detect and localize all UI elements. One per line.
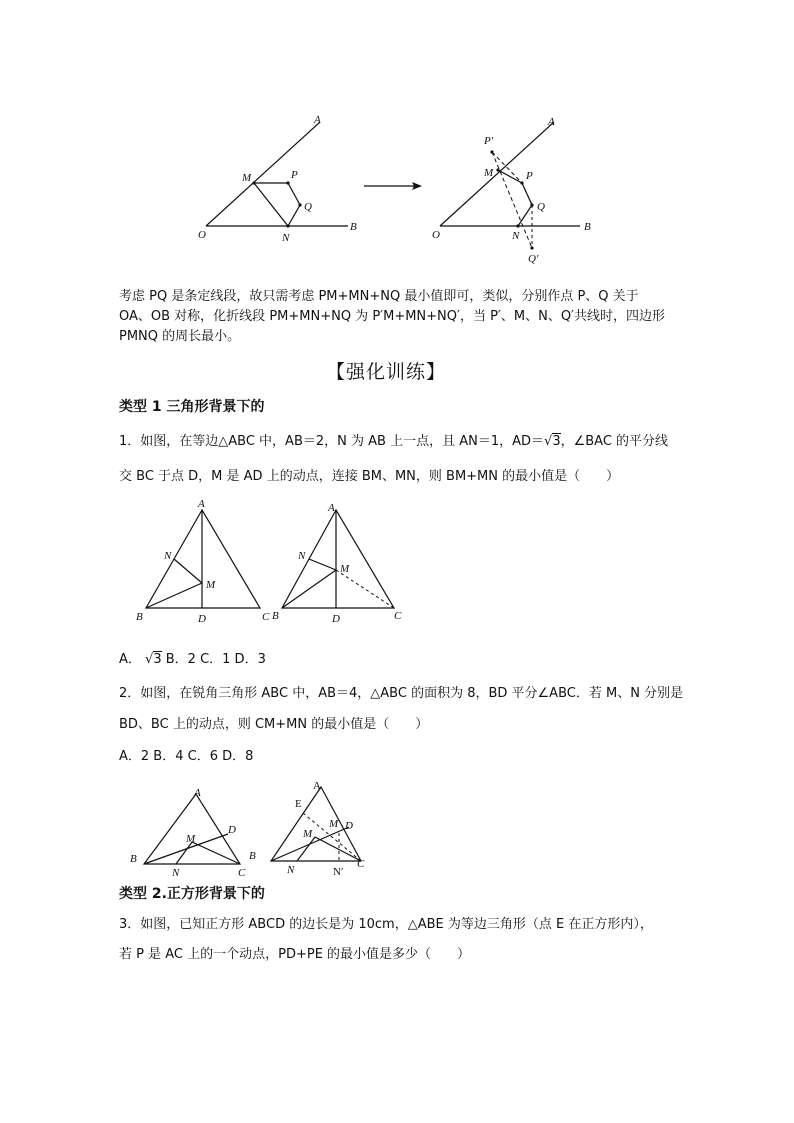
svg-text:M: M — [329, 818, 339, 830]
svg-text:A: A — [548, 116, 555, 128]
svg-text:O: O — [198, 229, 206, 241]
svg-text:P′: P′ — [484, 135, 494, 147]
q1-figure-left — [134, 496, 274, 624]
q2-line-1: 2．如图，在锐角三角形 ABC 中，AB＝4，△ABC 的面积为 8，BD 平分∠ABC．若 M、N 分别是 — [119, 686, 684, 701]
svg-text:B: B — [272, 610, 279, 622]
intro-line-1: 考虑 PQ 是条定线段，故只需考虑 PM+MN+NQ 最小值即可，类似，分别作点 P、Q 关于 — [119, 289, 639, 304]
q3-line-1: 3．如图，已知正方形 ABCD 的边长是为 10cm，△ABE 为等边三角形（点 E 在正方形内）， — [119, 917, 653, 932]
svg-text:N: N — [298, 550, 306, 562]
svg-text:M: M — [340, 563, 350, 575]
top-figure-right — [424, 110, 604, 270]
svg-text:Q′: Q′ — [528, 253, 539, 265]
svg-text:N′: N′ — [333, 866, 344, 877]
sqrt-symbol: √3 — [544, 434, 561, 449]
svg-text:P: P — [526, 170, 533, 182]
q1-figure-right — [268, 498, 408, 626]
svg-text:Q: Q — [537, 201, 545, 213]
q1-line-2: 交 BC 于点 D，M 是 AD 上的动点，连接 BM、MN，则 BM+MN 的最小值是（ ） — [119, 469, 620, 484]
svg-text:E: E — [295, 798, 302, 810]
svg-text:D: D — [228, 824, 236, 836]
svg-text:D: D — [345, 820, 353, 832]
intro-line-3: PMNQ 的周长最小。 — [119, 329, 241, 344]
svg-text:O: O — [432, 229, 440, 241]
q2-options: A．2 B．4 C．6 D．8 — [119, 749, 254, 764]
svg-text:A: A — [194, 787, 201, 799]
q1-options-radicand: 3 — [153, 652, 162, 667]
svg-text:N: N — [512, 230, 520, 242]
q1-sqrt-radicand: 3 — [552, 434, 561, 449]
q1-options-rest: B．2 C．1 D．3 — [161, 652, 266, 667]
svg-text:P: P — [291, 169, 298, 181]
svg-text:M: M — [484, 167, 494, 179]
svg-text:B: B — [350, 221, 357, 233]
q3-line-2: 若 P 是 AC 上的一个动点，PD+PE 的最小值是多少（ ） — [119, 947, 471, 962]
svg-text:M: M — [303, 828, 313, 840]
svg-text:N: N — [172, 867, 180, 878]
svg-text:B: B — [249, 850, 256, 862]
q1-text-a: 1．如图，在等边△ABC 中，AB＝2，N 为 AB 上一点，且 AN＝1，AD＝ — [119, 434, 545, 449]
svg-text:A: A — [328, 502, 335, 514]
svg-text:M: M — [186, 833, 196, 845]
svg-text:B: B — [130, 853, 137, 865]
q1-text-b: ，∠BAC 的平分线 — [560, 434, 669, 449]
arrow-icon — [360, 178, 426, 194]
svg-text:C: C — [262, 611, 270, 623]
top-figure-left — [190, 110, 370, 245]
svg-text:M: M — [242, 172, 252, 184]
svg-text:C: C — [238, 867, 246, 878]
svg-text:N: N — [164, 550, 172, 562]
svg-text:C: C — [357, 858, 365, 870]
svg-text:A: A — [314, 114, 321, 126]
sqrt-symbol: √3 — [145, 652, 162, 667]
svg-text:D: D — [332, 613, 340, 625]
svg-text:Q: Q — [304, 201, 312, 213]
intro-line-2: OA、OB 对称，化折线段 PM+MN+NQ 为 P′M+MN+NQ′，当 P′、M、N、Q′共线时，四边形 — [119, 309, 666, 324]
svg-text:N: N — [287, 864, 295, 876]
q2-line-2: BD、BC 上的动点，则 CM+MN 的最小值是（ ） — [119, 717, 429, 732]
svg-text:B: B — [584, 221, 591, 233]
svg-text:A: A — [198, 498, 205, 510]
type1-heading: 类型 1 三角形背景下的 — [119, 399, 265, 415]
svg-text:N: N — [282, 232, 290, 244]
svg-text:D: D — [198, 613, 206, 624]
svg-text:A: A — [313, 780, 321, 792]
q1-options-prefix: A． — [119, 652, 141, 667]
q2-figure-right — [245, 777, 375, 877]
section-title: 【强化训练】 — [326, 361, 447, 383]
svg-text:C: C — [394, 610, 402, 622]
q2-figure-left — [124, 782, 254, 878]
svg-text:B: B — [136, 611, 143, 623]
q1-line-1 — [119, 434, 668, 450]
q1-options — [119, 652, 266, 668]
type2-heading: 类型 2.正方形背景下的 — [119, 886, 265, 902]
svg-text:M: M — [206, 579, 216, 591]
